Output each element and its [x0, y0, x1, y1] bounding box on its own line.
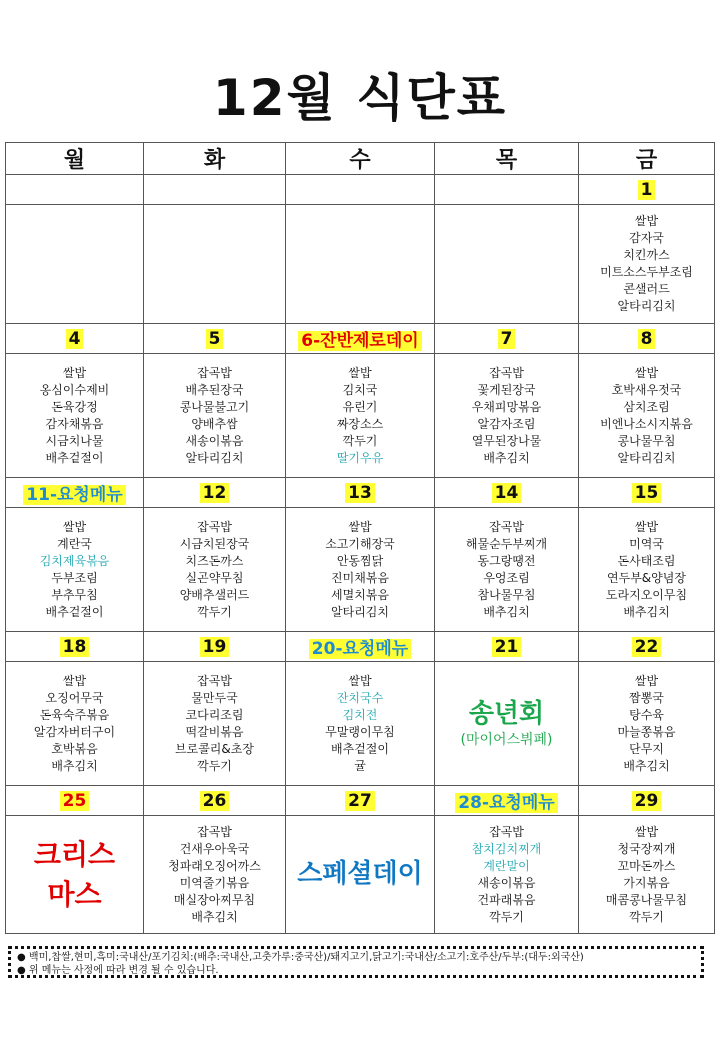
menu-item: 잡곡밥	[489, 519, 524, 534]
date-label: 25	[60, 791, 90, 811]
date-cell	[435, 786, 579, 816]
menu-item: 비엔나소시지볶음	[600, 416, 693, 431]
date-cell	[286, 786, 435, 816]
date-cell	[435, 324, 579, 354]
menu-item: 알타리김치	[185, 450, 244, 465]
menu-item: 부추무침	[51, 587, 98, 602]
menu-item: 잡곡밥	[197, 519, 232, 534]
date-cell	[579, 632, 715, 662]
menu-cell	[579, 816, 715, 934]
date-cell	[286, 324, 435, 354]
menu-item: 매콤콩나물무침	[605, 892, 688, 907]
event-cell-christmas	[6, 816, 144, 934]
menu-item: 쌀밥	[62, 673, 87, 688]
weekday-thu: 목	[435, 143, 579, 175]
menu-item: 브로콜리&초장	[175, 741, 254, 756]
menu-item: 배추김치	[191, 909, 238, 924]
date-cell	[579, 786, 715, 816]
menu-item: 쌀밥	[634, 214, 659, 228]
menu-item: 알타리김치	[617, 299, 676, 313]
menu-item: 콩나물불고기	[179, 399, 250, 414]
menu-item: 단무지	[629, 741, 664, 756]
menu-item: 새송이볶음	[185, 433, 244, 448]
menu-cell	[6, 508, 144, 632]
event-title-line: 크리스	[33, 837, 116, 871]
date-label: 12	[200, 483, 230, 503]
menu-item: 알감자조림	[477, 416, 536, 431]
menu-row-week1	[6, 205, 715, 324]
menu-item: 쌀밥	[62, 519, 87, 534]
event-title: 송년회	[468, 698, 545, 729]
menu-cell	[144, 205, 286, 324]
menu-item: 쌀밥	[634, 519, 659, 534]
menu-item: 돈사태조림	[617, 553, 676, 568]
menu-item: 배추된장국	[185, 382, 244, 397]
date-cell	[579, 478, 715, 508]
menu-item: 딸기우유	[336, 450, 384, 465]
menu-item: 알타리김치	[617, 450, 676, 465]
menu-cell	[435, 508, 579, 632]
menu-item: 시금치된장국	[179, 536, 250, 551]
menu-item: 참나물무침	[477, 587, 536, 602]
menu-item: 깍두기	[342, 433, 378, 448]
menu-item: 양배추쌈	[191, 416, 238, 431]
menu-item: 새송이볶음	[477, 875, 536, 890]
date-cell	[6, 478, 144, 508]
date-label: 1	[638, 180, 656, 200]
menu-item: 쌀밥	[62, 365, 87, 380]
date-cell	[286, 632, 435, 662]
date-label: 7	[498, 329, 516, 349]
menu-item: 깍두기	[197, 758, 232, 773]
menu-cell	[579, 354, 715, 478]
menu-item: 계란국	[57, 536, 92, 551]
menu-item: 물만두국	[191, 690, 238, 705]
menu-item: 호박볶음	[51, 741, 98, 756]
event-cell-year-end-party	[435, 662, 579, 786]
date-label: 14	[492, 483, 522, 503]
date-label: 11-요청메뉴	[23, 485, 125, 505]
menu-item: 오징어무국	[45, 690, 104, 705]
menu-item: 쌀밥	[634, 365, 659, 380]
menu-item: 시금치나물	[45, 433, 104, 448]
menu-item: 무말랭이무침	[325, 724, 395, 739]
menu-item: 깍두기	[489, 909, 524, 924]
date-label: 26	[200, 791, 230, 811]
date-label: 27	[345, 791, 375, 811]
menu-item: 돈육강정	[51, 399, 98, 414]
menu-item: 마늘쫑볶음	[617, 724, 676, 739]
menu-item: 청파래오징어까스	[168, 858, 261, 873]
date-cell	[144, 324, 286, 354]
menu-item: 쌀밥	[634, 824, 659, 839]
date-cell	[435, 632, 579, 662]
menu-item: 연두부&양념장	[607, 570, 686, 585]
date-label: 4	[66, 329, 84, 349]
date-label: 21	[492, 637, 522, 657]
weekday-wed: 수	[286, 143, 435, 175]
menu-item: 건파래볶음	[477, 892, 536, 907]
menu-item: 쌀밥	[348, 365, 372, 380]
menu-item: 안동찜닭	[336, 553, 384, 568]
menu-item: 탕수육	[629, 707, 664, 722]
menu-item: 잡곡밥	[197, 824, 232, 839]
event-cell-special-day	[286, 816, 435, 934]
menu-cell	[579, 205, 715, 324]
date-label: 6-잔반제로데이	[298, 331, 421, 351]
menu-item: 실곤약무침	[185, 570, 244, 585]
menu-item: 참치김치찌개	[471, 841, 542, 856]
menu-item: 우엉조림	[483, 570, 530, 585]
menu-row-week2	[6, 354, 715, 478]
menu-item: 계란말이	[483, 858, 530, 873]
menu-item: 배추김치	[51, 758, 98, 773]
date-cell	[579, 324, 715, 354]
date-cell	[144, 175, 286, 205]
menu-cell	[6, 662, 144, 786]
change-note: ● 위 메뉴는 사정에 따라 변경 될 수 있습니다.	[17, 965, 219, 976]
menu-cell	[144, 508, 286, 632]
menu-item: 매실장아찌무침	[173, 892, 256, 907]
menu-item: 귤	[354, 758, 366, 773]
menu-item: 콘샐러드	[623, 282, 670, 296]
menu-item: 가지볶음	[623, 875, 670, 890]
menu-item: 배추겉절이	[331, 741, 389, 756]
menu-item: 양배추샐러드	[179, 587, 250, 602]
date-row-week4	[6, 632, 715, 662]
menu-item: 미역줄기볶음	[179, 875, 250, 890]
menu-item: 건새우아욱국	[179, 841, 250, 856]
menu-item: 돈육숙주볶음	[39, 707, 110, 722]
date-cell	[579, 175, 715, 205]
date-label: 5	[206, 329, 224, 349]
date-label: 15	[632, 483, 662, 503]
event-subtitle: (마이어스뷔페)	[460, 731, 553, 748]
menu-cell	[144, 662, 286, 786]
menu-item: 감자국	[629, 231, 664, 245]
menu-item: 청국장찌개	[617, 841, 676, 856]
menu-item: 진미채볶음	[331, 570, 389, 585]
menu-item: 동그랑땡전	[477, 553, 536, 568]
menu-cell	[6, 354, 144, 478]
date-cell	[144, 632, 286, 662]
menu-item: 도라지오이무침	[605, 587, 688, 602]
date-label: 18	[60, 637, 90, 657]
menu-item: 감자채볶음	[45, 416, 104, 431]
menu-item: 옹심이수제비	[39, 382, 110, 397]
menu-row-week4	[6, 662, 715, 786]
menu-item: 배추김치	[623, 758, 670, 773]
menu-item: 치킨까스	[623, 248, 670, 262]
menu-item: 짬뽕국	[629, 690, 664, 705]
menu-item: 열무된장나물	[471, 433, 542, 448]
date-cell	[144, 786, 286, 816]
date-label: 20-요청메뉴	[309, 639, 411, 659]
menu-item: 세멸치볶음	[331, 587, 389, 602]
date-label: 28-요청메뉴	[455, 793, 557, 813]
menu-item: 꽃게된장국	[477, 382, 536, 397]
menu-cell	[286, 354, 435, 478]
date-cell	[144, 478, 286, 508]
menu-item: 쌀밥	[348, 519, 372, 534]
date-cell	[286, 478, 435, 508]
date-cell	[286, 175, 435, 205]
menu-cell	[286, 662, 435, 786]
menu-item: 잡곡밥	[489, 365, 524, 380]
menu-item: 두부조림	[51, 570, 98, 585]
menu-cell	[144, 816, 286, 934]
menu-item: 호박새우젓국	[611, 382, 682, 397]
date-cell	[435, 175, 579, 205]
menu-item: 깍두기	[629, 909, 664, 924]
date-row-week3	[6, 478, 715, 508]
weekday-fri: 금	[579, 143, 715, 175]
menu-cell	[6, 205, 144, 324]
menu-item: 삼치조림	[623, 399, 670, 414]
event-title-line: 마스	[47, 877, 102, 911]
menu-row-week5	[6, 816, 715, 934]
menu-item: 김치전	[342, 707, 378, 722]
menu-item: 쌀밥	[348, 673, 372, 688]
menu-cell	[435, 205, 579, 324]
menu-item: 떡갈비볶음	[185, 724, 244, 739]
menu-row-week3	[6, 508, 715, 632]
menu-item: 김치제육볶음	[39, 553, 110, 568]
menu-item: 미트소스두부조림	[600, 265, 693, 279]
menu-cell	[286, 205, 435, 324]
menu-item: 알감자버터구이	[33, 724, 116, 739]
menu-item: 쌀밥	[634, 673, 659, 688]
weekday-tue: 화	[144, 143, 286, 175]
menu-item: 잡곡밥	[197, 365, 232, 380]
date-label: 29	[632, 791, 662, 811]
menu-item: 김치국	[342, 382, 378, 397]
weekday-mon: 월	[6, 143, 144, 175]
date-cell	[6, 175, 144, 205]
meal-calendar	[5, 142, 715, 934]
date-cell	[6, 632, 144, 662]
menu-item: 치즈돈까스	[185, 553, 244, 568]
menu-item: 소고기해장국	[325, 536, 395, 551]
origin-note: ● 백미,찹쌀,현미,흑미:국내산/포기김치:(배추:국내산,고춧가루:중국산)/돼지고기,닭고기:국내산/소고기:호주산/두부:(대두:외국산)	[17, 952, 584, 963]
menu-item: 배추김치	[623, 604, 670, 619]
menu-item: 콩나물무침	[617, 433, 676, 448]
menu-item: 유린기	[342, 399, 378, 414]
menu-item: 미역국	[629, 536, 664, 551]
menu-item: 꼬마돈까스	[617, 858, 676, 873]
date-label: 22	[632, 637, 662, 657]
weekday-header-row	[6, 143, 715, 175]
menu-item: 잔치국수	[336, 690, 384, 705]
menu-cell	[435, 354, 579, 478]
page-title: 12월 식단표	[212, 69, 508, 127]
menu-item: 알타리김치	[331, 604, 389, 619]
menu-cell	[435, 816, 579, 934]
menu-item: 배추김치	[483, 604, 530, 619]
menu-item: 코다리조림	[185, 707, 244, 722]
date-label: 19	[200, 637, 230, 657]
date-cell	[435, 478, 579, 508]
menu-item: 짜장소스	[336, 416, 384, 431]
menu-cell	[286, 508, 435, 632]
menu-item: 잡곡밥	[489, 824, 524, 839]
menu-item: 해물순두부찌개	[465, 536, 548, 551]
notes-box	[8, 946, 704, 978]
date-label: 13	[345, 483, 375, 503]
menu-item: 배추겉절이	[45, 604, 104, 619]
date-row-week1	[6, 175, 715, 205]
menu-item: 깍두기	[197, 604, 232, 619]
menu-cell	[579, 508, 715, 632]
date-label: 8	[638, 329, 656, 349]
menu-cell	[579, 662, 715, 786]
event-title: 스페셜데이	[297, 859, 423, 889]
date-row-week2	[6, 324, 715, 354]
date-cell	[6, 786, 144, 816]
menu-item: 잡곡밥	[197, 673, 232, 688]
date-cell	[6, 324, 144, 354]
menu-item: 우채피망볶음	[471, 399, 542, 414]
menu-item: 배추겉절이	[45, 450, 104, 465]
menu-cell	[144, 354, 286, 478]
date-row-week5	[6, 786, 715, 816]
menu-item: 배추김치	[483, 450, 530, 465]
